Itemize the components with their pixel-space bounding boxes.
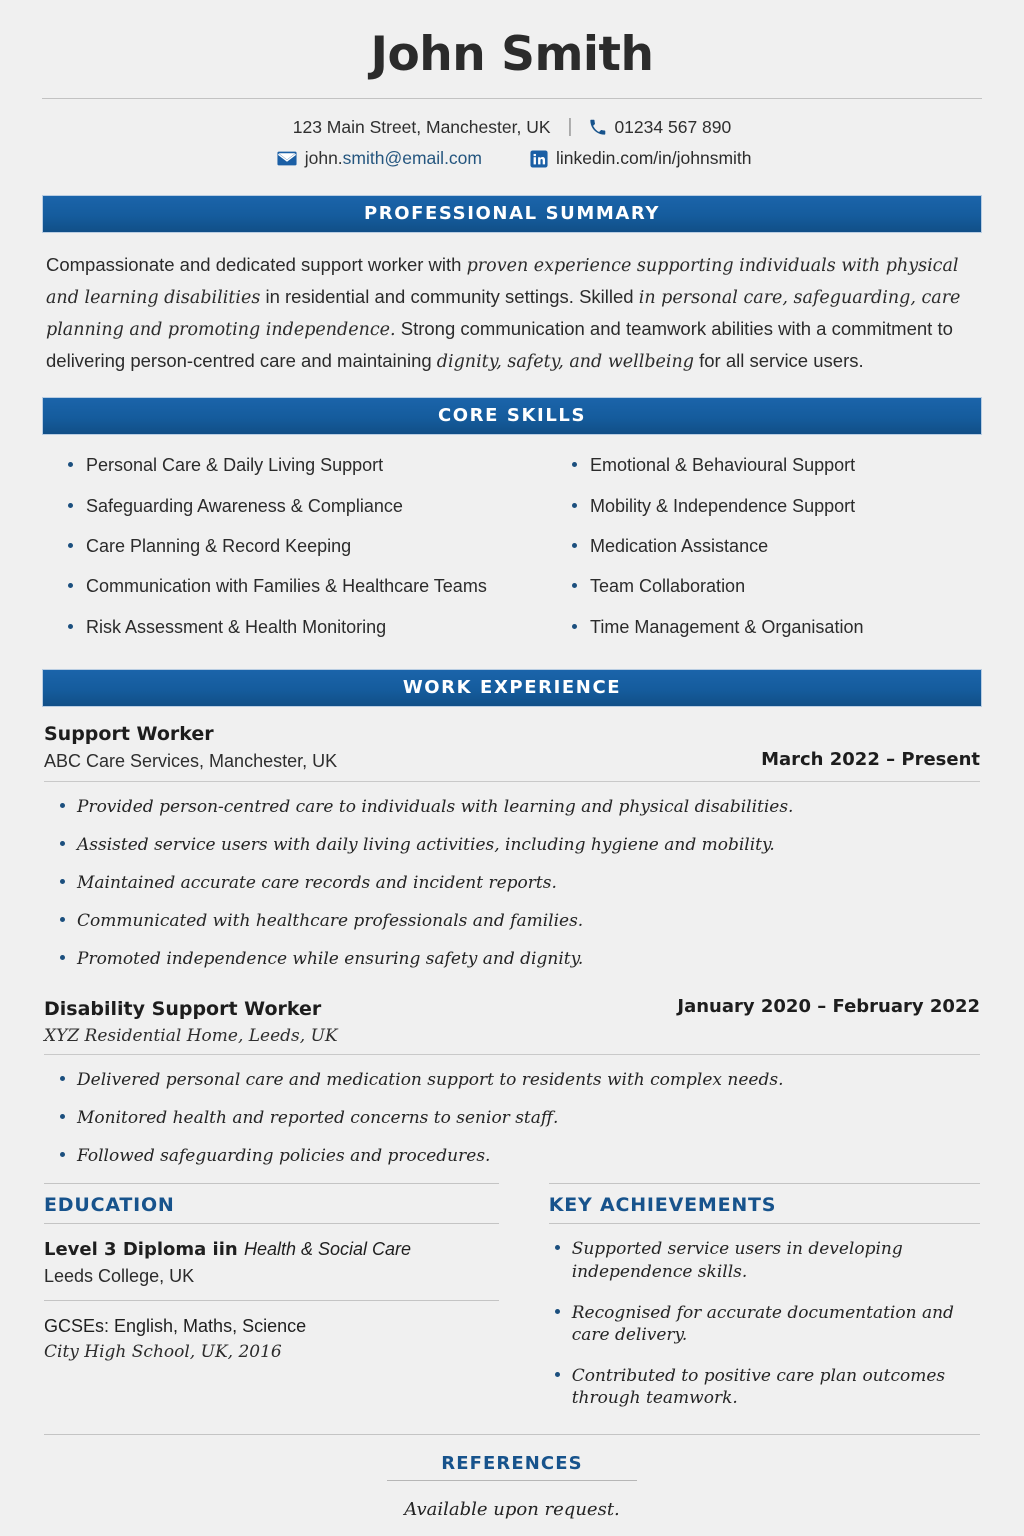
bullet-dot — [60, 917, 65, 922]
list-item: Provided person-centred care to individuals with learning and physical disabilities. — [60, 796, 980, 818]
header-divider — [42, 98, 982, 99]
list-item: Assisted service users with daily living activities, including hygiene and mobility. — [60, 834, 980, 856]
bullet-dot — [60, 955, 65, 960]
list-item — [46, 453, 512, 477]
bullet-dot — [60, 841, 65, 846]
linkedin-text: linkedin.com/in/johnsmith — [556, 148, 752, 169]
summary-emphasis: in personal care, safeguarding, care planning and promoting independence. — [46, 288, 961, 341]
linkedin-contact[interactable] — [512, 148, 842, 169]
list-item — [550, 494, 978, 518]
job-entry — [42, 721, 982, 970]
bullet-dot — [60, 1114, 65, 1119]
references-text: Available upon request. — [404, 1499, 620, 1521]
list-item: Monitored health and reported concerns to senior staff. — [60, 1107, 980, 1129]
phone-text: 01234 567 890 — [614, 116, 732, 137]
linkedin-icon — [530, 150, 548, 168]
job-dates: March 2022 – Present — [761, 748, 980, 770]
contact-separator: | — [567, 116, 573, 138]
section-education — [44, 1183, 499, 1428]
lower-two-column-area — [42, 1183, 982, 1428]
section-header-core-skills: CORE SKILLS — [42, 397, 982, 435]
education-qualification: GCSEs: English, Maths, Science — [44, 1316, 307, 1337]
job-entry — [42, 996, 982, 1167]
summary-emphasis: proven experience supporting individuals with physical and learning disabilities — [46, 256, 959, 309]
contact-row-secondary — [42, 148, 982, 169]
bullet-dot — [555, 1309, 560, 1314]
skill-label: Communication with Families & Healthcare Teams — [86, 576, 487, 597]
bullet-dot — [572, 583, 577, 588]
bullet-dot — [572, 624, 577, 629]
job-title: Support Worker — [44, 722, 214, 745]
section-key-achievements — [525, 1183, 980, 1428]
job-header — [44, 996, 980, 1048]
job-company: ABC Care Services, Manchester, UK — [44, 751, 338, 772]
list-item: Communicated with healthcare professionals and families. — [60, 910, 980, 932]
skill-label: Medication Assistance — [590, 536, 769, 557]
email-contact[interactable] — [182, 148, 512, 169]
phone-icon — [589, 119, 606, 136]
summary-emphasis: dignity, safety, and wellbeing — [436, 352, 694, 373]
skill-label: Risk Assessment & Health Monitoring — [86, 616, 387, 637]
page-title: John Smith — [370, 27, 654, 82]
bullet-dot — [68, 543, 73, 548]
bullet-dot — [68, 462, 73, 467]
job-dates: January 2020 – February 2022 — [677, 996, 980, 1018]
section-professional-summary — [42, 195, 982, 377]
list-item — [550, 574, 978, 598]
summary-text: Compassionate and dedicated support worker with — [46, 254, 467, 276]
list-item: Maintained accurate care records and incident reports. — [60, 872, 980, 894]
bullet-dot — [68, 583, 73, 588]
job-bullet-list — [44, 1069, 980, 1167]
skill-label: Safeguarding Awareness & Compliance — [86, 495, 403, 516]
section-work-experience — [42, 669, 982, 1168]
section-header-key-achievements: KEY ACHIEVEMENTS — [548, 1194, 777, 1217]
core-skills-columns — [42, 453, 982, 654]
email-text: john.smith@email.com — [304, 148, 482, 169]
bullet-dot — [60, 1076, 65, 1081]
skill-label: Team Collaboration — [590, 576, 746, 597]
bullet-dot — [68, 624, 73, 629]
achievements-list — [549, 1224, 980, 1409]
list-item — [46, 574, 512, 598]
list-item — [46, 494, 512, 518]
bullet-dot — [60, 879, 65, 884]
address-text: 123 Main Street, Manchester, UK — [292, 116, 551, 137]
education-institution: City High School, UK, 2016 — [44, 1342, 282, 1363]
skill-label: Personal Care & Daily Living Support — [86, 455, 384, 476]
job-divider — [44, 1054, 980, 1055]
job-header — [44, 721, 980, 775]
education-item — [44, 1301, 499, 1376]
resume-header — [42, 0, 982, 169]
bullet-dot — [572, 543, 577, 548]
core-skills-right-column — [512, 453, 978, 654]
education-item — [44, 1224, 499, 1300]
job-title: Disability Support Worker — [44, 998, 322, 1021]
skill-label: Time Management & Organisation — [590, 616, 864, 637]
core-skills-left-column — [46, 453, 512, 654]
summary-paragraph — [46, 249, 978, 377]
list-item — [46, 615, 512, 639]
skill-label: Mobility & Independence Support — [590, 495, 856, 516]
envelope-icon — [277, 151, 297, 166]
education-qualification: Level 3 Diploma iin Health & Social Care — [44, 1239, 412, 1261]
summary-text: Strong communication and teamwork abilities with a commitment to delivering person-centred care and maintaining — [46, 318, 953, 372]
bullet-dot — [60, 803, 65, 808]
education-institution: Leeds College, UK — [44, 1266, 195, 1287]
job-divider — [44, 781, 980, 782]
list-item: Followed safeguarding policies and procedures. — [60, 1145, 980, 1167]
bullet-dot — [555, 1372, 560, 1377]
skill-label: Care Planning & Record Keeping — [86, 536, 352, 557]
section-core-skills — [42, 397, 982, 654]
bullet-dot — [68, 503, 73, 508]
bullet-dot — [555, 1245, 560, 1250]
job-company: XYZ Residential Home, Leeds, UK — [44, 1025, 338, 1046]
section-header-work-experience: WORK EXPERIENCE — [42, 669, 982, 707]
list-item — [550, 534, 978, 558]
summary-text: for all service users. — [693, 350, 864, 372]
list-item: Recognised for accurate documentation and care delivery. — [555, 1302, 980, 1346]
list-item — [550, 615, 978, 639]
list-item: Promoted independence while ensuring safety and dignity. — [60, 948, 980, 970]
section-header-professional-summary: PROFESSIONAL SUMMARY — [42, 195, 982, 233]
skill-label: Emotional & Behavioural Support — [590, 455, 856, 476]
phone-contact[interactable] — [589, 117, 731, 138]
section-references — [42, 1434, 982, 1520]
job-bullet-list — [44, 796, 980, 970]
bullet-dot — [60, 1152, 65, 1157]
section-header-references: REFERENCES — [441, 1453, 583, 1475]
list-item: Contributed to positive care plan outcomes through teamwork. — [555, 1365, 980, 1409]
contact-row-primary — [42, 116, 982, 138]
section-header-education: EDUCATION — [44, 1194, 175, 1217]
list-item: Delivered personal care and medication support to residents with complex needs. — [60, 1069, 980, 1091]
bullet-dot — [572, 503, 577, 508]
bullet-dot — [572, 462, 577, 467]
summary-body — [42, 249, 982, 377]
list-item — [46, 534, 512, 558]
summary-text: in residential and community settings. Skilled — [260, 286, 639, 308]
list-item — [550, 453, 978, 477]
list-item: Supported service users in developing independence skills. — [555, 1238, 980, 1282]
